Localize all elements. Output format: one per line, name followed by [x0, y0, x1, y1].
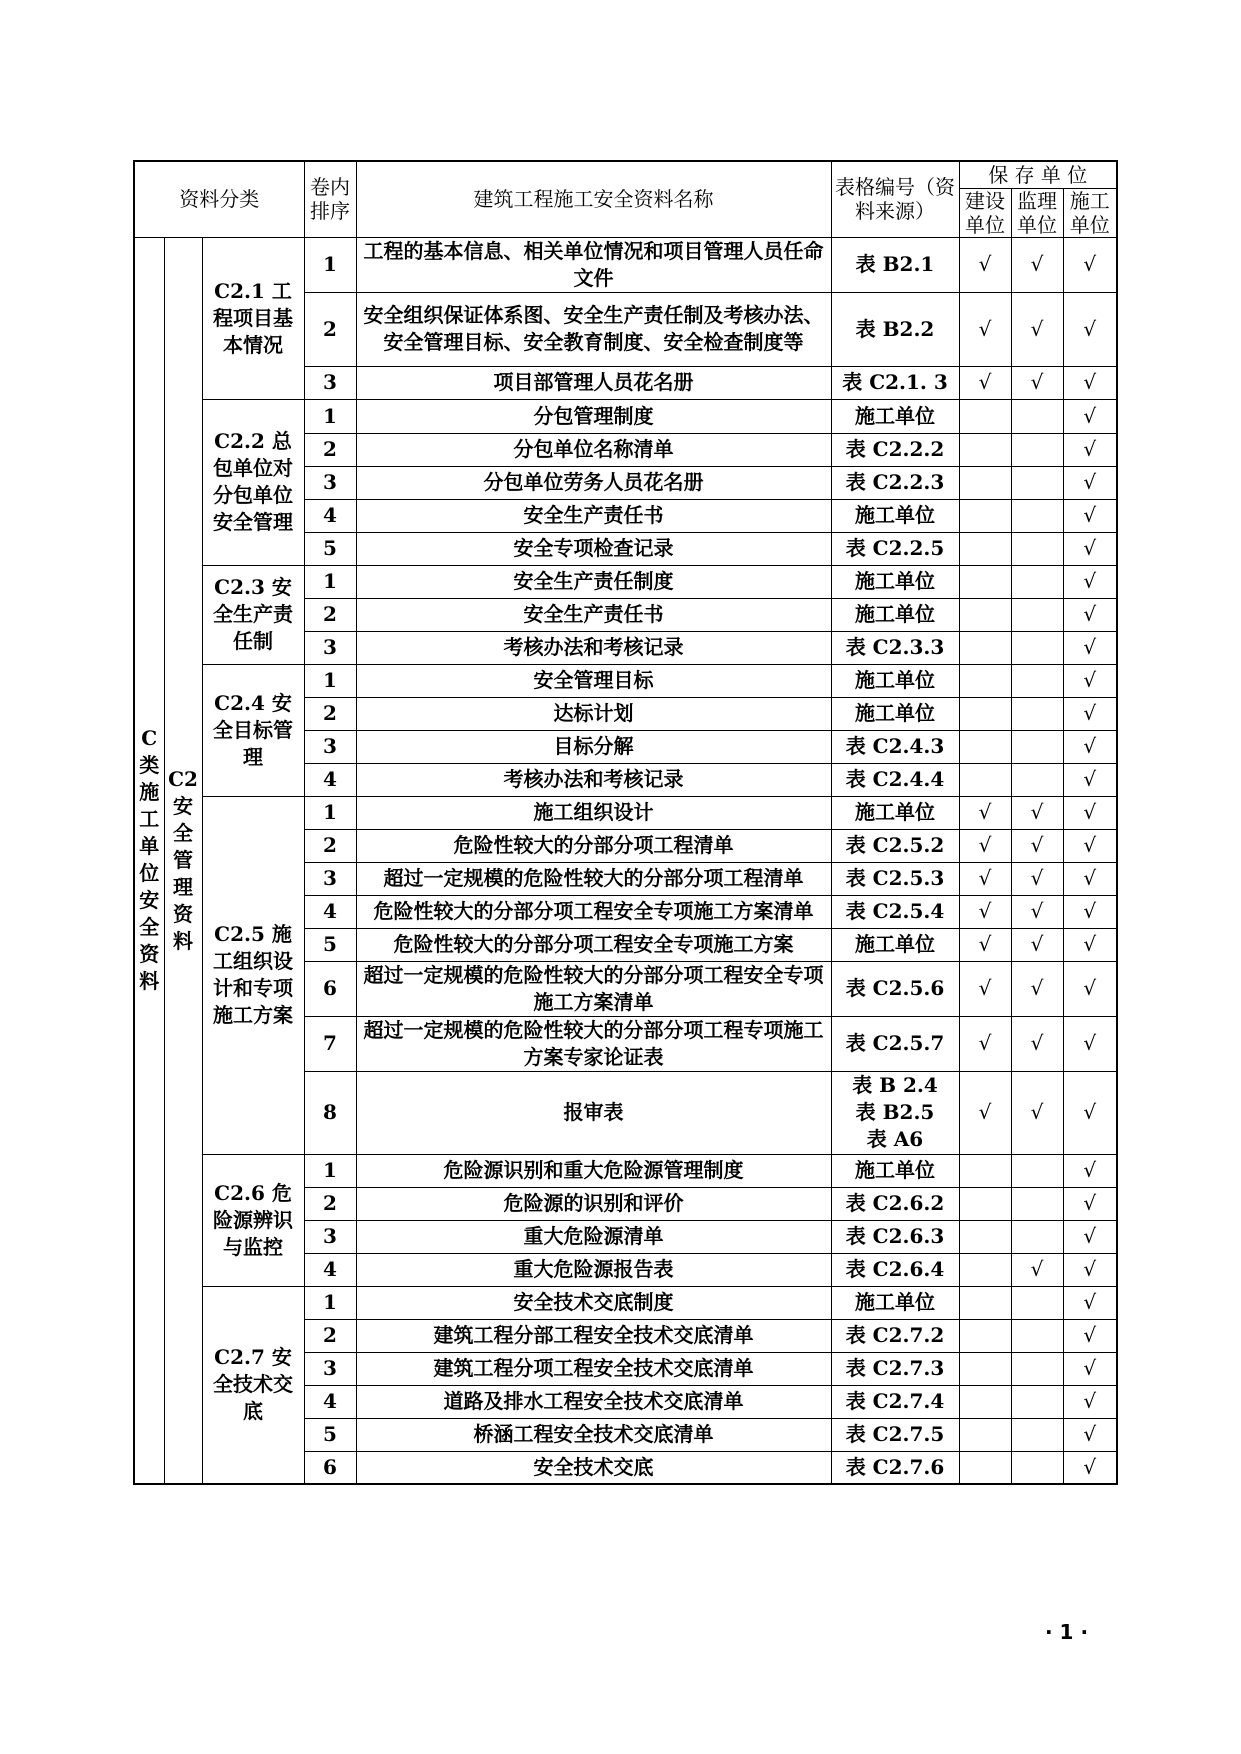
row-name: 安全技术交底制度 [356, 1286, 831, 1319]
row-name: 桥涵工程安全技术交底清单 [356, 1418, 831, 1451]
row-order: 5 [304, 928, 356, 961]
row-form-no: 表 C2.4.4 [831, 763, 959, 796]
row-form-no: 施工单位 [831, 598, 959, 631]
row-name: 危险性较大的分部分项工程安全专项施工方案 [356, 928, 831, 961]
check-contractor: √ [1063, 928, 1117, 961]
row-form-no: 施工单位 [831, 499, 959, 532]
check-contractor: √ [1063, 565, 1117, 598]
check-contractor: √ [1063, 1220, 1117, 1253]
check-supervisor: √ [1011, 829, 1063, 862]
row-order: 3 [304, 730, 356, 763]
row-order: 4 [304, 1253, 356, 1286]
check-contractor: √ [1063, 697, 1117, 730]
check-supervisor [1011, 631, 1063, 664]
check-owner [959, 499, 1011, 532]
check-supervisor [1011, 1220, 1063, 1253]
row-form-no: 表 C2.2.5 [831, 532, 959, 565]
check-contractor: √ [1063, 763, 1117, 796]
check-owner: √ [959, 895, 1011, 928]
row-order: 4 [304, 1385, 356, 1418]
row-order: 2 [304, 697, 356, 730]
check-contractor: √ [1063, 1352, 1117, 1385]
row-order: 4 [304, 499, 356, 532]
check-owner: √ [959, 862, 1011, 895]
row-order: 3 [304, 1352, 356, 1385]
check-supervisor: √ [1011, 366, 1063, 399]
check-owner: √ [959, 366, 1011, 399]
check-supervisor [1011, 1187, 1063, 1220]
check-supervisor [1011, 1385, 1063, 1418]
row-name: 分包单位劳务人员花名册 [356, 466, 831, 499]
check-contractor: √ [1063, 895, 1117, 928]
row-name: 安全专项检查记录 [356, 532, 831, 565]
check-supervisor: √ [1011, 928, 1063, 961]
group-title: C2.2 总包单位对分包单位安全管理 [202, 399, 304, 565]
row-form-no: 表 B 2.4 表 B2.5 表 A6 [831, 1071, 959, 1154]
row-name: 超过一定规模的危险性较大的分部分项工程清单 [356, 862, 831, 895]
table-header [134, 161, 1117, 237]
check-contractor: √ [1063, 237, 1117, 292]
check-owner: √ [959, 237, 1011, 292]
check-contractor: √ [1063, 730, 1117, 763]
row-form-no: 表 C2.6.4 [831, 1253, 959, 1286]
check-supervisor [1011, 565, 1063, 598]
row-order: 3 [304, 366, 356, 399]
row-form-no: 表 B2.1 [831, 237, 959, 292]
check-contractor: √ [1063, 862, 1117, 895]
check-supervisor: √ [1011, 292, 1063, 366]
check-owner [959, 433, 1011, 466]
check-supervisor: √ [1011, 895, 1063, 928]
check-supervisor [1011, 1418, 1063, 1451]
check-supervisor [1011, 433, 1063, 466]
check-contractor: √ [1063, 466, 1117, 499]
row-name: 达标计划 [356, 697, 831, 730]
check-contractor: √ [1063, 366, 1117, 399]
row-form-no: 表 C2.6.2 [831, 1187, 959, 1220]
check-contractor: √ [1063, 1187, 1117, 1220]
row-name: 分包单位名称清单 [356, 433, 831, 466]
check-owner [959, 1319, 1011, 1352]
row-order: 4 [304, 895, 356, 928]
row-form-no: 表 C2.7.2 [831, 1319, 959, 1352]
row-name: 建筑工程分部工程安全技术交底清单 [356, 1319, 831, 1352]
check-supervisor: √ [1011, 961, 1063, 1016]
row-order: 1 [304, 399, 356, 433]
check-owner [959, 1220, 1011, 1253]
row-name: 超过一定规模的危险性较大的分部分项工程安全专项施工方案清单 [356, 961, 831, 1016]
row-form-no: 表 C2.1. 3 [831, 366, 959, 399]
check-owner [959, 730, 1011, 763]
row-order: 2 [304, 829, 356, 862]
row-name: 施工组织设计 [356, 796, 831, 829]
check-owner [959, 1286, 1011, 1319]
header-category: 资料分类 [134, 161, 304, 237]
check-supervisor [1011, 532, 1063, 565]
check-owner [959, 1154, 1011, 1187]
check-owner: √ [959, 796, 1011, 829]
check-owner: √ [959, 292, 1011, 366]
check-supervisor [1011, 730, 1063, 763]
check-owner [959, 1187, 1011, 1220]
check-owner [959, 1352, 1011, 1385]
group-title: C2.6 危险源辨识与监控 [202, 1154, 304, 1286]
row-order: 2 [304, 1187, 356, 1220]
check-supervisor [1011, 466, 1063, 499]
row-form-no: 表 C2.2.3 [831, 466, 959, 499]
row-form-no: 施工单位 [831, 1154, 959, 1187]
table-row [134, 565, 1117, 598]
header-keeper-owner: 建设单位 [959, 188, 1011, 237]
row-order: 6 [304, 1451, 356, 1484]
row-order: 7 [304, 1016, 356, 1071]
row-order: 1 [304, 237, 356, 292]
row-order: 5 [304, 532, 356, 565]
row-form-no: 表 C2.5.7 [831, 1016, 959, 1071]
row-form-no: 施工单位 [831, 565, 959, 598]
group-title: C2.3 安全生产责任制 [202, 565, 304, 664]
row-form-no: 表 C2.7.4 [831, 1385, 959, 1418]
row-order: 5 [304, 1418, 356, 1451]
check-contractor: √ [1063, 961, 1117, 1016]
header-name: 建筑工程施工安全资料名称 [356, 161, 831, 237]
row-form-no: 表 C2.5.6 [831, 961, 959, 1016]
row-name: 分包管理制度 [356, 399, 831, 433]
check-contractor: √ [1063, 1286, 1117, 1319]
row-order: 2 [304, 598, 356, 631]
row-order: 3 [304, 1220, 356, 1253]
check-supervisor [1011, 1352, 1063, 1385]
row-order: 3 [304, 466, 356, 499]
header-form-no: 表格编号（资料来源） [831, 161, 959, 237]
check-contractor: √ [1063, 499, 1117, 532]
sub-category-cell: C2安全管理资料 [164, 237, 202, 1484]
top-category-cell: C类施工单位安全资料 [134, 237, 164, 1484]
check-owner [959, 1253, 1011, 1286]
row-order: 1 [304, 664, 356, 697]
check-supervisor: √ [1011, 1016, 1063, 1071]
row-form-no: 表 C2.2.2 [831, 433, 959, 466]
check-contractor: √ [1063, 1016, 1117, 1071]
row-name: 考核办法和考核记录 [356, 763, 831, 796]
check-supervisor [1011, 1451, 1063, 1484]
table-row [134, 237, 1117, 292]
check-supervisor: √ [1011, 862, 1063, 895]
page-number: · 1 · [1045, 1620, 1089, 1644]
table-row [134, 399, 1117, 433]
check-owner [959, 399, 1011, 433]
row-form-no: 施工单位 [831, 399, 959, 433]
row-name: 目标分解 [356, 730, 831, 763]
check-owner: √ [959, 961, 1011, 1016]
row-form-no: 表 C2.4.3 [831, 730, 959, 763]
check-contractor: √ [1063, 1385, 1117, 1418]
row-name: 危险性较大的分部分项工程清单 [356, 829, 831, 862]
row-name: 考核办法和考核记录 [356, 631, 831, 664]
row-name: 重大危险源报告表 [356, 1253, 831, 1286]
check-supervisor: √ [1011, 1253, 1063, 1286]
row-name: 重大危险源清单 [356, 1220, 831, 1253]
row-form-no: 表 C2.5.2 [831, 829, 959, 862]
check-supervisor [1011, 697, 1063, 730]
header-order: 卷内排序 [304, 161, 356, 237]
row-order: 1 [304, 565, 356, 598]
row-order: 1 [304, 1154, 356, 1187]
group-title: C2.7 安全技术交底 [202, 1286, 304, 1484]
row-name: 项目部管理人员花名册 [356, 366, 831, 399]
row-name: 安全管理目标 [356, 664, 831, 697]
table-row [134, 1154, 1117, 1187]
row-form-no: 施工单位 [831, 1286, 959, 1319]
table-row [134, 796, 1117, 829]
row-form-no: 表 C2.6.3 [831, 1220, 959, 1253]
row-form-no: 表 C2.5.4 [831, 895, 959, 928]
row-form-no: 施工单位 [831, 697, 959, 730]
row-name: 危险源识别和重大危险源管理制度 [356, 1154, 831, 1187]
check-supervisor: √ [1011, 1071, 1063, 1154]
table-row [134, 1286, 1117, 1319]
row-form-no: 表 C2.7.3 [831, 1352, 959, 1385]
row-name: 安全生产责任制度 [356, 565, 831, 598]
check-supervisor [1011, 598, 1063, 631]
check-contractor: √ [1063, 532, 1117, 565]
group-title: C2.4 安全目标管理 [202, 664, 304, 796]
row-name: 安全生产责任书 [356, 598, 831, 631]
row-order: 2 [304, 433, 356, 466]
row-form-no: 施工单位 [831, 796, 959, 829]
row-order: 3 [304, 631, 356, 664]
row-form-no: 表 B2.2 [831, 292, 959, 366]
check-contractor: √ [1063, 1451, 1117, 1484]
row-order: 4 [304, 763, 356, 796]
row-name: 安全生产责任书 [356, 499, 831, 532]
check-contractor: √ [1063, 1071, 1117, 1154]
check-contractor: √ [1063, 796, 1117, 829]
row-name: 建筑工程分项工程安全技术交底清单 [356, 1352, 831, 1385]
row-order: 6 [304, 961, 356, 1016]
check-contractor: √ [1063, 1319, 1117, 1352]
check-contractor: √ [1063, 1154, 1117, 1187]
group-title: C2.5 施工组织设计和专项施工方案 [202, 796, 304, 1154]
check-contractor: √ [1063, 292, 1117, 366]
row-order: 2 [304, 1319, 356, 1352]
row-order: 1 [304, 796, 356, 829]
row-form-no: 施工单位 [831, 928, 959, 961]
check-contractor: √ [1063, 631, 1117, 664]
row-name: 超过一定规模的危险性较大的分部分项工程专项施工方案专家论证表 [356, 1016, 831, 1071]
row-name: 道路及排水工程安全技术交底清单 [356, 1385, 831, 1418]
check-contractor: √ [1063, 399, 1117, 433]
check-owner: √ [959, 928, 1011, 961]
row-order: 1 [304, 1286, 356, 1319]
row-name: 报审表 [356, 1071, 831, 1154]
check-owner: √ [959, 1071, 1011, 1154]
row-name: 危险性较大的分部分项工程安全专项施工方案清单 [356, 895, 831, 928]
check-supervisor [1011, 1154, 1063, 1187]
check-contractor: √ [1063, 433, 1117, 466]
group-title: C2.1 工程项目基本情况 [202, 237, 304, 399]
row-form-no: 表 C2.5.3 [831, 862, 959, 895]
row-form-no: 表 C2.7.6 [831, 1451, 959, 1484]
check-owner: √ [959, 829, 1011, 862]
check-owner [959, 1385, 1011, 1418]
row-name: 危险源的识别和评价 [356, 1187, 831, 1220]
check-owner [959, 1451, 1011, 1484]
check-contractor: √ [1063, 598, 1117, 631]
row-order: 3 [304, 862, 356, 895]
check-supervisor: √ [1011, 237, 1063, 292]
safety-document-table [133, 160, 1118, 1485]
check-contractor: √ [1063, 664, 1117, 697]
check-owner [959, 565, 1011, 598]
row-form-no: 表 C2.7.5 [831, 1418, 959, 1451]
check-contractor: √ [1063, 1418, 1117, 1451]
row-name: 工程的基本信息、相关单位情况和项目管理人员任命文件 [356, 237, 831, 292]
check-supervisor [1011, 1319, 1063, 1352]
check-owner [959, 1418, 1011, 1451]
header-keeper: 保 存 单 位 [959, 161, 1117, 188]
check-supervisor: √ [1011, 796, 1063, 829]
row-name: 安全组织保证体系图、安全生产责任制及考核办法、安全管理目标、安全教育制度、安全检查制度等 [356, 292, 831, 366]
row-form-no: 表 C2.3.3 [831, 631, 959, 664]
check-owner [959, 466, 1011, 499]
row-name: 安全技术交底 [356, 1451, 831, 1484]
check-supervisor [1011, 399, 1063, 433]
check-contractor: √ [1063, 1253, 1117, 1286]
row-order: 8 [304, 1071, 356, 1154]
row-order: 2 [304, 292, 356, 366]
row-form-no: 施工单位 [831, 664, 959, 697]
check-owner [959, 598, 1011, 631]
check-owner: √ [959, 1016, 1011, 1071]
check-owner [959, 697, 1011, 730]
check-owner [959, 532, 1011, 565]
header-keeper-supervisor: 监理单位 [1011, 188, 1063, 237]
table-row [134, 664, 1117, 697]
check-supervisor [1011, 1286, 1063, 1319]
check-supervisor [1011, 763, 1063, 796]
check-supervisor [1011, 499, 1063, 532]
check-owner [959, 664, 1011, 697]
header-keeper-contractor: 施工单位 [1063, 188, 1117, 237]
table-body [134, 237, 1117, 1484]
check-supervisor [1011, 664, 1063, 697]
check-owner [959, 631, 1011, 664]
check-owner [959, 763, 1011, 796]
check-contractor: √ [1063, 829, 1117, 862]
